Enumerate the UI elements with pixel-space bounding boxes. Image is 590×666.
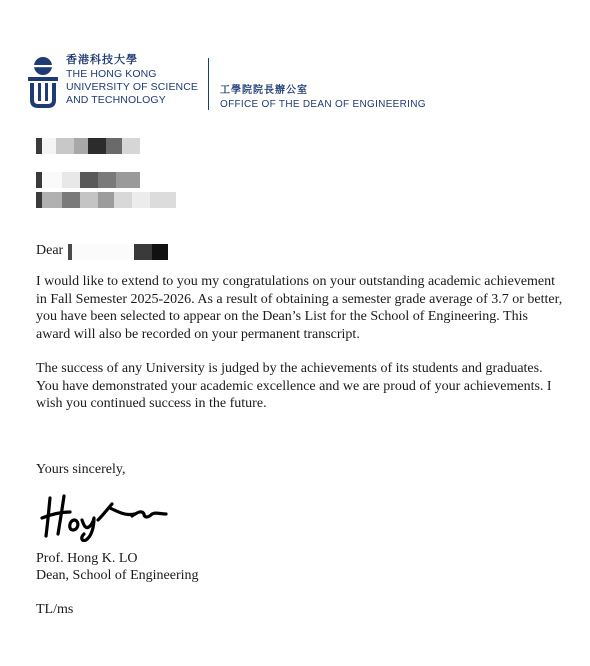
body-paragraph-1-line-1: I would like to extend to you my congratulations on your outstanding academic achievement (36, 274, 556, 289)
body-paragraph-1-line-3: you have been selected to appear on the Dean’s List for the School of Engineering. This (36, 309, 528, 324)
office-name-en: OFFICE OF THE DEAN OF ENGINEERING (220, 99, 426, 110)
reference-initials: TL/ms (36, 602, 74, 617)
hkust-logo (26, 54, 60, 110)
redacted-address-line-1 (36, 172, 140, 188)
university-name-zh: 香港科技大學 (66, 54, 138, 66)
closing: Yours sincerely, (36, 462, 126, 477)
handwritten-signature (40, 490, 172, 542)
body-paragraph-2-line-2: You have demonstrated your academic excellence and we are proud of your achievements. I (36, 378, 552, 394)
body-paragraph-2 (36, 360, 584, 413)
body-paragraph-1-line-2: in Fall Semester 2025-2026. As a result of obtaining a semester grade average of 3.7 or better, (36, 291, 563, 307)
letterhead (26, 54, 446, 114)
redacted-salutation-name (68, 244, 172, 260)
university-name-line-3: AND TECHNOLOGY (66, 94, 166, 106)
signer-name: Prof. Hong K. LO (36, 551, 138, 566)
office-name-zh: 工學院院長辦公室 (220, 85, 308, 96)
letterhead-divider (208, 58, 209, 110)
office-name (220, 84, 426, 112)
university-name-line-2: UNIVERSITY OF SCIENCE (66, 81, 199, 93)
signer-title: Dean, School of Engineering (36, 568, 199, 583)
body-paragraph-2-line-1: The success of any University is judged by the achievements of its students and graduates. (36, 361, 543, 376)
redacted-address-line-2 (36, 192, 176, 208)
university-name-line-1: THE HONG KONG (66, 68, 157, 80)
redacted-recipient-name (36, 138, 140, 154)
body-paragraph-1 (36, 273, 584, 343)
body-paragraph-1-line-4: award will also be recorded on your permanent transcript. (36, 326, 360, 342)
body-paragraph-2-line-3: wish you continued success in the future. (36, 396, 267, 411)
salutation: Dear (36, 243, 64, 258)
university-name (66, 54, 198, 107)
